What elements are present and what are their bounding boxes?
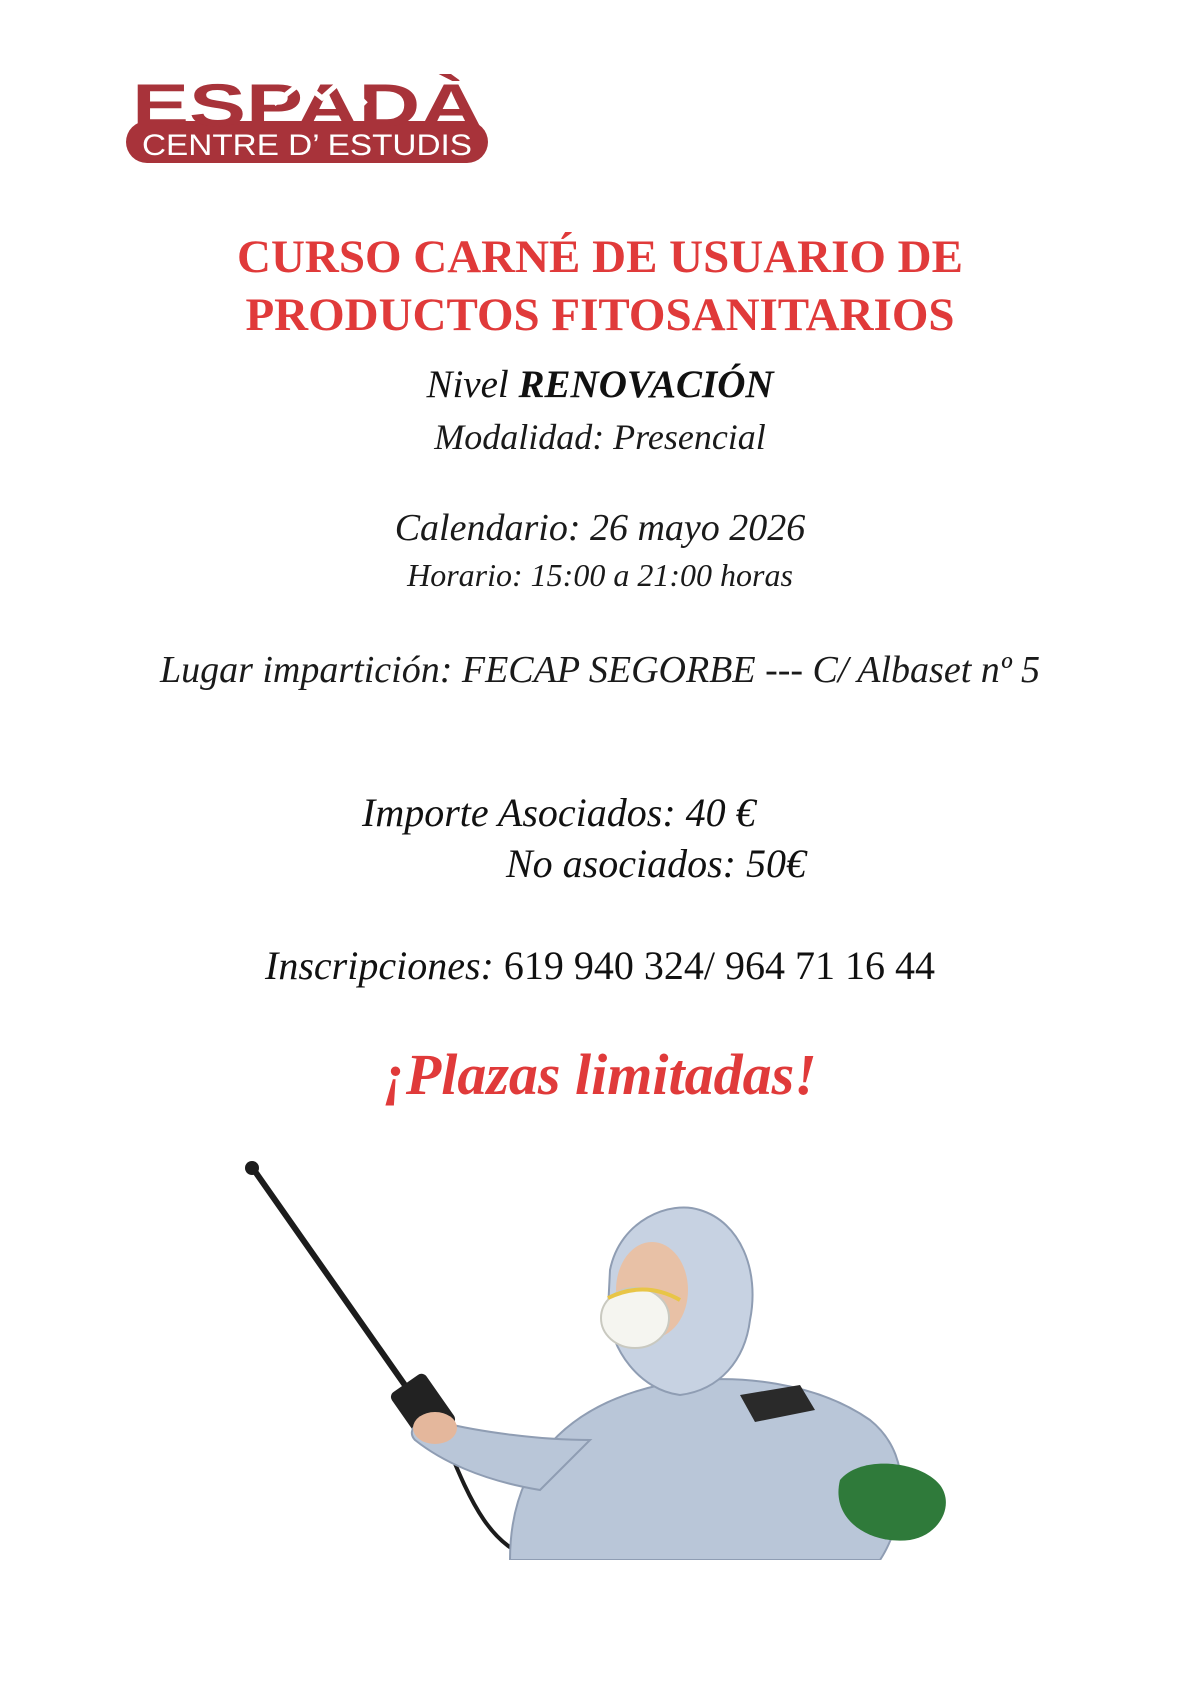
logo-subtitle: CENTRE D’ ESTUDIS (142, 129, 472, 162)
level-line (0, 362, 1200, 408)
price-non-members: No asociados: 50€ (506, 841, 806, 886)
schedule-line: Horario: 15:00 a 21:00 horas (407, 557, 793, 593)
limited-places-notice: ¡Plazas limitadas! (383, 1042, 817, 1107)
course-title-line-2: PRODUCTOS FITOSANITARIOS (245, 289, 955, 341)
registration-phones: 619 940 324/ 964 71 16 44 (493, 943, 935, 988)
price-members: Importe Asociados: 40 € (362, 790, 756, 835)
level-value: RENOVACIÓN (518, 363, 774, 406)
registration-label: Inscripciones: (265, 943, 494, 988)
calendar-line: Calendario: 26 mayo 2026 (394, 507, 806, 549)
hand-icon (413, 1412, 457, 1444)
worker-spraying-illustration (240, 1160, 1000, 1560)
espada-logo (124, 74, 492, 166)
course-title-line-1: CURSO CARNÉ DE USUARIO DE (237, 231, 963, 283)
modality-line: Modalidad: Presencial (434, 417, 766, 457)
logo-wordmark: ESPADÀ (132, 74, 482, 139)
location-line: Lugar impartición: FECAP SEGORBE --- C/ Albaset nº 5 (159, 649, 1041, 691)
registration-line (0, 943, 1200, 989)
spray-nozzle-icon (245, 1161, 259, 1175)
level-label: Nivel (426, 363, 519, 406)
protective-suit-icon (510, 1379, 901, 1560)
